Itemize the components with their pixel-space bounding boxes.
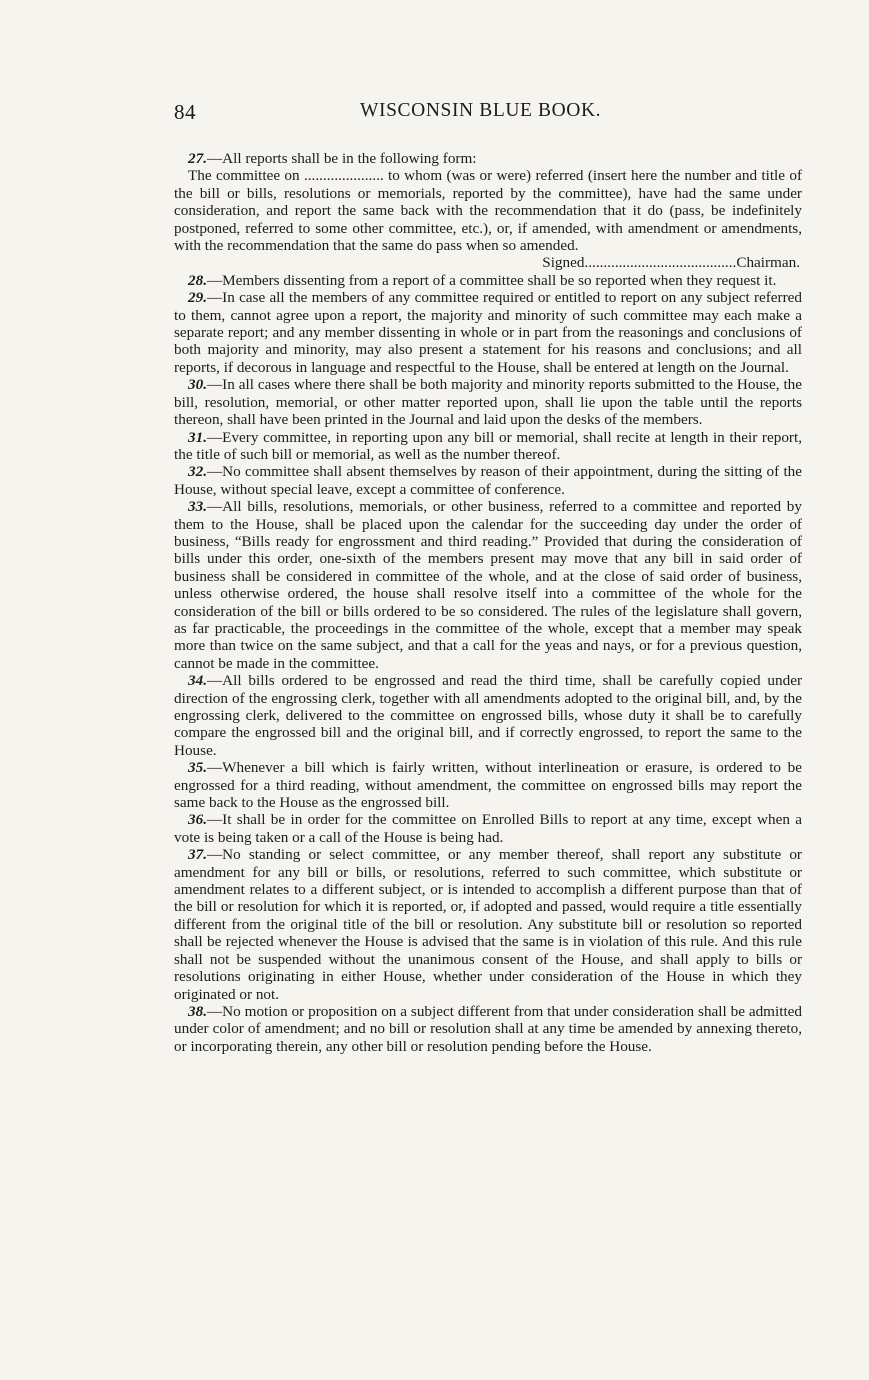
- rule-text: —All reports shall be in the following form:: [206, 150, 477, 167]
- rule-number: 27.: [188, 150, 207, 167]
- rule-number: 34.: [188, 672, 207, 690]
- rule-text: —No committee shall absent themselves by reason of their appointment, during the sitting of the House, without special leave, except a committee of conference.: [174, 463, 802, 498]
- rule-37: [174, 846, 802, 1003]
- rule-number: 36.: [188, 811, 207, 829]
- rule-29: [174, 289, 802, 376]
- rule-number: 31.: [188, 428, 207, 446]
- rule-text: —All bills, resolutions, memorials, or other business, referred to a committee and reported by them to the House, shall be placed upon the calendar for the succeeding day under the order of business, “Bills ready for engrossment and third reading.” Provided that during the consideration of bills under this order, one-sixth of the members present may move that any bill in said order of business shall be considered in committee of the whole, and at the close of said order of business, unless otherwise ordered, the house shall resolve itself into a committee of the whole for the consideration of the bill or bills ordered to be so considered. The rules of the legislature shall govern, as far practicable, the proceedings in the committee of the whole, except that a member may speak more than twice on the same subject, and that a call for the yeas and nays, or for a previous question, cannot be made in the committee.: [174, 498, 802, 672]
- rule-number: 33.: [188, 498, 207, 516]
- rule-text: —Members dissenting from a report of a committee shall be so reported when they request it.: [206, 271, 777, 289]
- rule-31: [174, 429, 802, 464]
- rule-32: [174, 463, 802, 498]
- rule-28: [174, 272, 802, 289]
- rule-number: 35.: [188, 759, 207, 777]
- page-header: [174, 100, 802, 130]
- rule-text: —No standing or select committee, or any member thereof, shall report any substitute or amendment for any bill or bills, or resolutions, referred to such committee, which substitute or amendment relates to a different subject, or is intended to accomplish a different purpose than that of the bill or resolution for which it is reported, or, if adopted and passed, would require a title essentially different from the original title of the bill or resolution. Any substitute bill or resolution so reported shall be rejected whenever the House is advised that the same is in violation of this rule. And this rule shall not be suspended without the unanimous consent of the House, and shall apply to bills or resolutions originating in either House, whether under consideration of the House in which they originated or not.: [174, 846, 802, 1003]
- rule-33: [174, 498, 802, 672]
- rule-text: —In case all the members of any committee required or entitled to report on any subject referred to them, cannot agree upon a report, the majority and minority of such committee may each make a separate report; and any member dissenting in whole or in part from the reasonings and conclusions of both majority and minority, may also present a statement for his reasons and conclusions; and all reports, if decorous in language and respectful to the House, shall be entered at length on the Journal.: [174, 289, 802, 376]
- rule-text: —It shall be in order for the committee on Enrolled Bills to report at any time, except when a vote is being taken or a call of the House is being had.: [174, 811, 802, 846]
- signature-line: Signed........................................Chairman.: [542, 254, 800, 272]
- running-title: WISCONSIN BLUE BOOK.: [360, 100, 602, 121]
- rule-text: —Whenever a bill which is fairly written, without interlineation or erasure, is ordered to be engrossed for a third reading, without amendment, the committee on engrossed bills may report the same back to the House as the engrossed bill.: [174, 759, 802, 812]
- rule-text: —All bills ordered to be engrossed and read the third time, shall be carefully copied under direction of the engrossing clerk, together with all amendments adopted to the original bill, and, by the engrossing clerk, delivered to the committee on engrossed bills, whose duty it shall be to carefully compare the engrossed bill and the original bill, and if correctly engrossed, to report the same to the House.: [174, 672, 802, 759]
- rule-text: —In all cases where there shall be both majority and minority reports submitted to the House, the bill, resolution, memorial, or other matter reported upon, shall lie upon the table until the reports thereon, shall have been printed in the Journal and laid upon the desks of the members.: [174, 376, 802, 429]
- rule-number: 37.: [188, 846, 207, 864]
- rule-38: [174, 1003, 802, 1055]
- rule-text: —No motion or proposition on a subject different from that under consideration shall be admitted under color of amendment; and no bill or resolution shall at any time be amended by annexing thereto, or incorporating therein, any other bill or resolution pending before the House.: [174, 1002, 802, 1055]
- rule-number: 28.: [188, 271, 207, 289]
- rules-text: [174, 150, 802, 1055]
- rule-number: 29.: [188, 289, 207, 307]
- rule-36: [174, 811, 802, 846]
- page-number: 84: [174, 100, 196, 124]
- rule-number: 30.: [188, 376, 207, 394]
- rule-number: 32.: [188, 463, 207, 481]
- report-form-template: The committee on ..................... to whom (was or were) referred (insert here the number and title of the bill or bills, resolutions or memorials, reported by the committee), have had the same under consideration, and report the same back with the recommendation that it do (pass, be indefinitely postponed, referred to some other committee, etc.), or, if amended, with amendment or amendments, with the recommendation that the same do pass when so amended.: [174, 167, 802, 255]
- rule-34: [174, 672, 802, 759]
- rule-35: [174, 759, 802, 811]
- rule-30: [174, 376, 802, 428]
- rule-text: —Every committee, in reporting upon any bill or memorial, shall recite at length in their report, the title of such bill or memorial, as well as the number thereof.: [174, 428, 802, 463]
- rule-27: [174, 150, 802, 167]
- rule-number: 38.: [188, 1002, 207, 1020]
